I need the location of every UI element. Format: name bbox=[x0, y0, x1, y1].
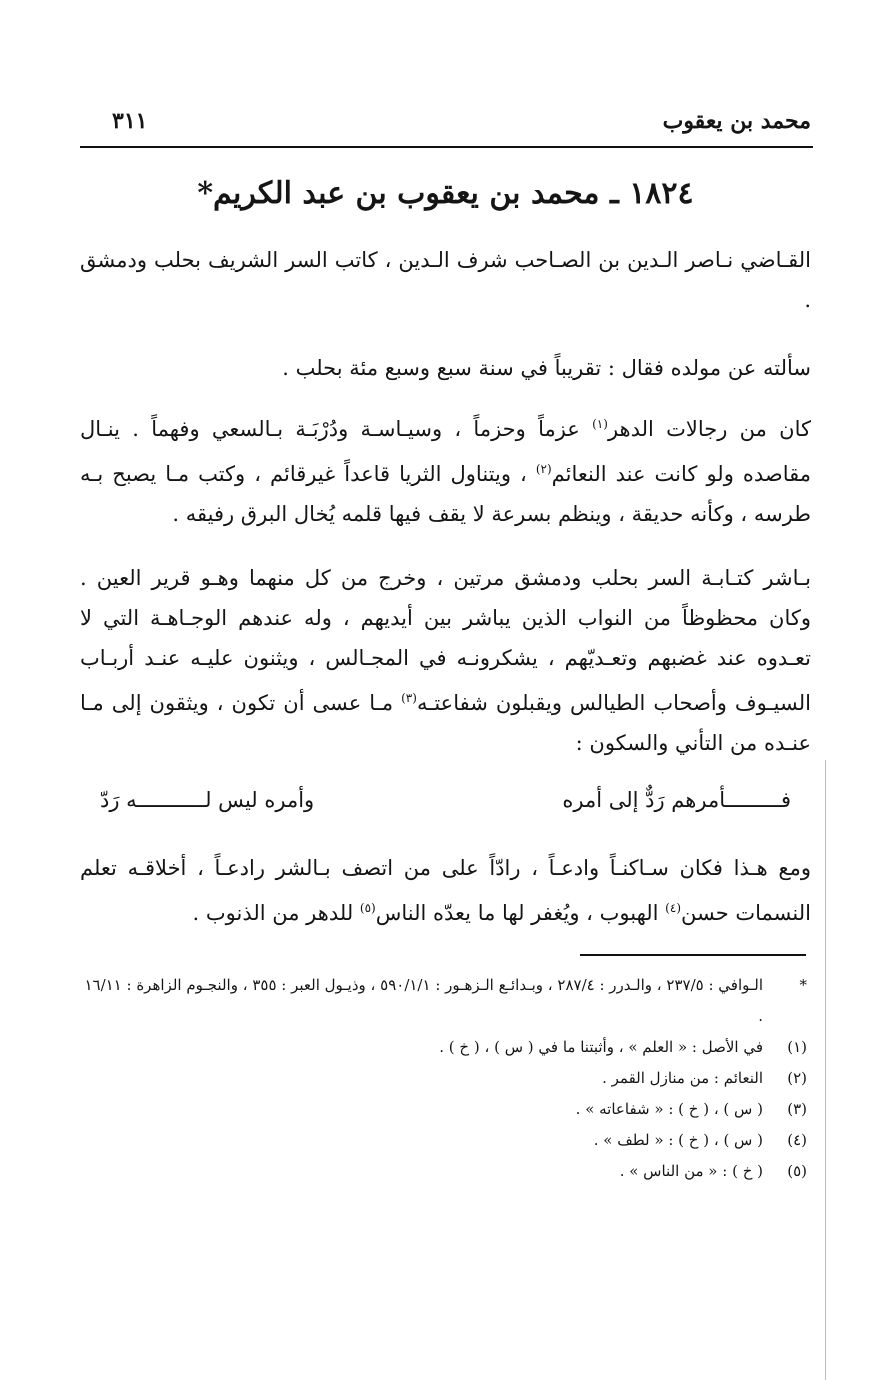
paragraph-3-part-a: كان من رجالات الدهر bbox=[607, 417, 811, 441]
paragraph-1-text: القـاضي نـاصر الـدين بن الصـاحب شرف الـدين ، كاتب السر الشريف بحلب ودمشق . bbox=[80, 248, 811, 312]
paragraph-2 bbox=[80, 348, 811, 388]
footnote-item bbox=[80, 1094, 811, 1125]
paragraph-4-part-b: مـا عسى أن تكون ، ويثقون إلى مـا عنـده من التأني والسكون : bbox=[80, 691, 811, 755]
footnote-text: ( خ ) : « من الناس » . bbox=[619, 1162, 763, 1180]
footnote-ref-1: (١) bbox=[592, 417, 608, 431]
header-rule bbox=[80, 146, 813, 148]
paragraph-2-text: سألته عن مولده فقال : تقريباً في سنة سبع وسبع مئة بحلب . bbox=[282, 356, 811, 380]
paragraph-4 bbox=[80, 558, 811, 763]
paragraph-5-part-b: الهبوب ، ويُغفر لها ما يعدّه الناس bbox=[375, 901, 666, 925]
footnote-item bbox=[80, 1063, 811, 1094]
paragraph-3-part-b: عزماً وحزماً ، وسيـاسـة ودُرْبَـة بـالسعي وفهماً . ينـال مقاصده ولو كانت عند النعائم bbox=[80, 417, 811, 486]
footnote-item bbox=[80, 1156, 811, 1187]
paragraph-4-text bbox=[80, 558, 811, 763]
verse bbox=[100, 788, 791, 830]
footnote-text: ( س ) ، ( خ ) : « لطف » . bbox=[593, 1131, 763, 1149]
footnote-mark: (١) bbox=[787, 1038, 807, 1056]
paragraph-5-part-c: للدهر من الذنوب . bbox=[192, 901, 360, 925]
verse-hemistich-2: وأمره ليس لـــــــــــه رَدّ bbox=[100, 788, 315, 812]
paragraph-3 bbox=[80, 404, 811, 534]
running-header-title: محمد بن يعقوب bbox=[662, 108, 811, 134]
entry-title: ١٨٢٤ ـ محمد بن يعقوب بن عبد الكريم* bbox=[197, 176, 694, 211]
paragraph-4-part-a: بـاشر كتـابـة السر بحلب ودمشق مرتين ، وخرج من كل منهما وهـو قرير العين . وكان محظوظاً من النواب الذين يباشر بين أيديهم ، وله عندهم الوجـاهـة التي لا تعـدوه عند غضبهم وتعـديّهم ، يشكرونـه في المجـالس ، ويثنون عليـه عنـد أربـاب السيـوف وأصحاب الطيالس ويقبلون شفاعتـه bbox=[80, 566, 811, 715]
footnote-ref-3: (٣) bbox=[401, 691, 417, 705]
footnote-mark: (٥) bbox=[787, 1162, 807, 1180]
paragraph-1 bbox=[80, 240, 811, 320]
paragraph-5 bbox=[80, 848, 811, 933]
footnote-rule bbox=[580, 954, 806, 956]
paragraph-5-text bbox=[80, 848, 811, 933]
footnote-text: ( س ) ، ( خ ) : « شفاعاته » . bbox=[575, 1100, 763, 1118]
footnote-mark: (٤) bbox=[787, 1131, 807, 1149]
footnote-text: النعائم : من منازل القمر . bbox=[602, 1069, 763, 1087]
footnote-mark: * bbox=[799, 976, 807, 994]
footnote-mark: (٣) bbox=[787, 1100, 807, 1118]
footnote-text: الـوافي : ٢٣٧/٥ ، والـدرر : ٢٨٧/٤ ، وبـدائـع الـزهـور : ٥٩٠/١/١ ، وذيـول العبر : ٣٥٥ ، والنجـوم الزاهرة : ١٦/١١ . bbox=[84, 976, 763, 1025]
footnote-ref-2: (٢) bbox=[535, 462, 552, 476]
paragraph-3-part-c: ، ويتناول الثريا قاعداً غيرقائم ، وكتب مـا يصبح بـه طرسه ، وكأنه حديقة ، وينظم بسرعة لا يقف فيها قلمه يُخال البرق رفيقه . bbox=[80, 462, 811, 526]
footnote-text: في الأصل : « العلم » ، وأثبتنا ما في ( س ) ، ( خ ) . bbox=[439, 1038, 763, 1056]
footnote-item bbox=[80, 1125, 811, 1156]
footnote-ref-5: (٥) bbox=[359, 901, 376, 915]
scan-edge-line bbox=[825, 760, 826, 1380]
footnote-item bbox=[80, 1032, 811, 1063]
footnote-item bbox=[80, 970, 811, 1032]
paragraph-3-text bbox=[80, 404, 811, 534]
page-number: ٣١١ bbox=[112, 108, 148, 134]
footnote-mark: (٢) bbox=[787, 1069, 807, 1087]
footnote-ref-4: (٤) bbox=[665, 901, 681, 915]
footnotes bbox=[80, 970, 811, 1187]
running-header bbox=[80, 104, 811, 142]
verse-hemistich-1: فـــــــــأمرهم رَدٌّ إلى أمره bbox=[562, 788, 791, 812]
paragraph-5-part-a: ومع هـذا فكان سـاكنـاً وادعـاً ، رادّاً على من اتصف بـالشر رادعـاً ، أخلاقـه تعلم النسمات حسن bbox=[80, 856, 811, 925]
